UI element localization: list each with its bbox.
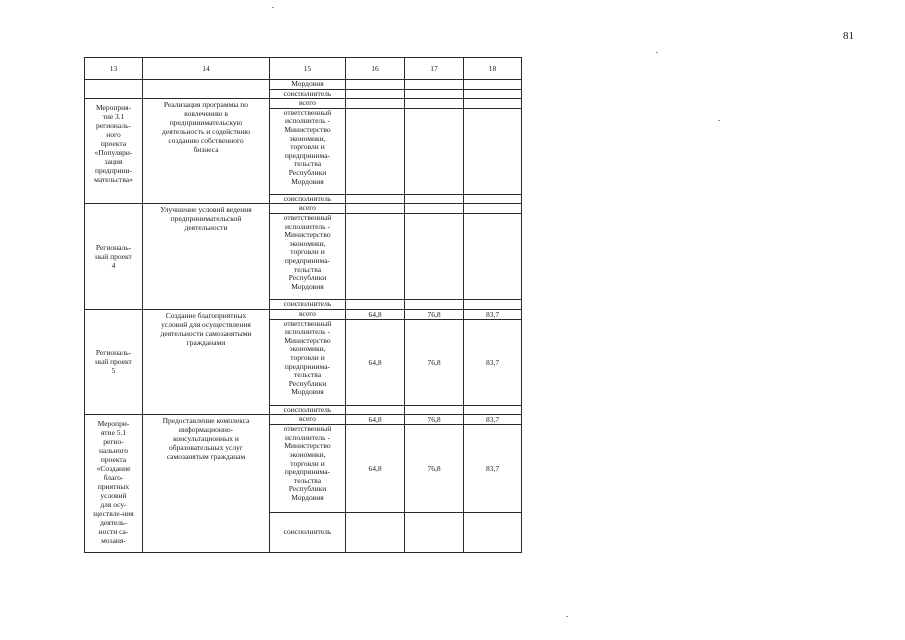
scan-speck <box>566 616 568 617</box>
name-cell <box>85 80 143 99</box>
co-executor-label: соисполнитель <box>270 513 346 553</box>
header-cell-16: 16 <box>346 58 405 80</box>
header-row <box>85 58 522 80</box>
value-cell: 83,7 <box>464 415 522 425</box>
value-cell: 76,8 <box>405 319 464 405</box>
table-row <box>85 80 522 90</box>
executor-cell: Мордовия <box>270 80 346 90</box>
budget-table <box>84 57 522 553</box>
value-cell <box>346 99 405 109</box>
responsible-executor: ответственный исполнитель - Министерство экономики, торговли и предпринима- тельства Республики Мордовия <box>270 108 346 194</box>
header-cell-15: 15 <box>270 58 346 80</box>
scan-speck <box>718 120 720 121</box>
header-cell-14: 14 <box>143 58 270 80</box>
value-cell <box>464 204 522 214</box>
section-description: Улучшение условий ведения предпринимательской деятельности <box>143 204 270 309</box>
value-cell: 76,8 <box>405 415 464 425</box>
value-cell <box>346 204 405 214</box>
value-cell <box>464 213 522 299</box>
section-description: Создание благоприятных условий для осуществления деятельности самозанятыми гражданами <box>143 309 270 415</box>
total-label: всего <box>270 309 346 319</box>
co-executor-label: соисполнитель <box>270 405 346 415</box>
value-cell: 64,8 <box>346 425 405 513</box>
page-number: 81 <box>843 30 854 42</box>
value-cell: 83,7 <box>464 309 522 319</box>
section-name: Региональ- ный проект 5 <box>85 309 143 415</box>
value-cell: 64,8 <box>346 319 405 405</box>
total-label: всего <box>270 99 346 109</box>
header-cell-17: 17 <box>405 58 464 80</box>
value-cell: 64,8 <box>346 415 405 425</box>
total-label: всего <box>270 415 346 425</box>
section-total-row <box>85 204 522 214</box>
value-cell: 64,8 <box>346 309 405 319</box>
value-cell <box>405 89 464 99</box>
responsible-executor: ответственный исполнитель - Министерство экономики, торговли и предпринима- тельства Республики Мордовия <box>270 319 346 405</box>
co-executor-label: соисполнитель <box>270 299 346 309</box>
total-label: всего <box>270 204 346 214</box>
value-cell <box>346 213 405 299</box>
value-cell: 83,7 <box>464 319 522 405</box>
section-description: Реализация программы по вовлечению в предпринимательскую деятельность и содействию созданию собственного бизнеса <box>143 99 270 204</box>
section-description: Предоставление комплекса информационно- консультационных и образовательных услуг самозанятым гражданам <box>143 415 270 553</box>
value-cell <box>464 108 522 194</box>
co-executor-label: соисполнитель <box>270 194 346 204</box>
value-cell <box>405 108 464 194</box>
value-cell <box>405 213 464 299</box>
header-cell-18: 18 <box>464 58 522 80</box>
value-cell <box>346 108 405 194</box>
value-cell <box>464 80 522 90</box>
section-total-row <box>85 309 522 319</box>
value-cell <box>405 204 464 214</box>
section-name: Меропри- ятие 5.1 регио- нального проекта «Создание благо- приятных условий для осу- ществле-ния деятель- ности са- мозаня- <box>85 415 143 553</box>
responsible-executor: ответственный исполнитель - Министерство экономики, торговли и предпринима- тельства Республики Мордовия <box>270 425 346 513</box>
value-cell <box>405 99 464 109</box>
section-total-row <box>85 99 522 109</box>
value-cell <box>405 80 464 90</box>
section-name: Мероприя- тие 3.1 региональ- ного проекта «Популяри- зация предприни- мательства» <box>85 99 143 204</box>
value-cell <box>346 80 405 90</box>
section-total-row <box>85 415 522 425</box>
responsible-executor: ответственный исполнитель - Министерство экономики, торговли и предпринима- тельства Республики Мордовия <box>270 213 346 299</box>
header-cell-13: 13 <box>85 58 143 80</box>
scan-speck <box>656 52 658 53</box>
section-name: Региональ- ный проект 4 <box>85 204 143 309</box>
value-cell: 76,8 <box>405 425 464 513</box>
value-cell <box>464 89 522 99</box>
value-cell: 76,8 <box>405 309 464 319</box>
scan-speck <box>272 7 274 8</box>
description-cell <box>143 80 270 99</box>
value-cell: 83,7 <box>464 425 522 513</box>
co-executor-cell: соисполнитель <box>270 89 346 99</box>
value-cell <box>464 99 522 109</box>
value-cell <box>346 89 405 99</box>
